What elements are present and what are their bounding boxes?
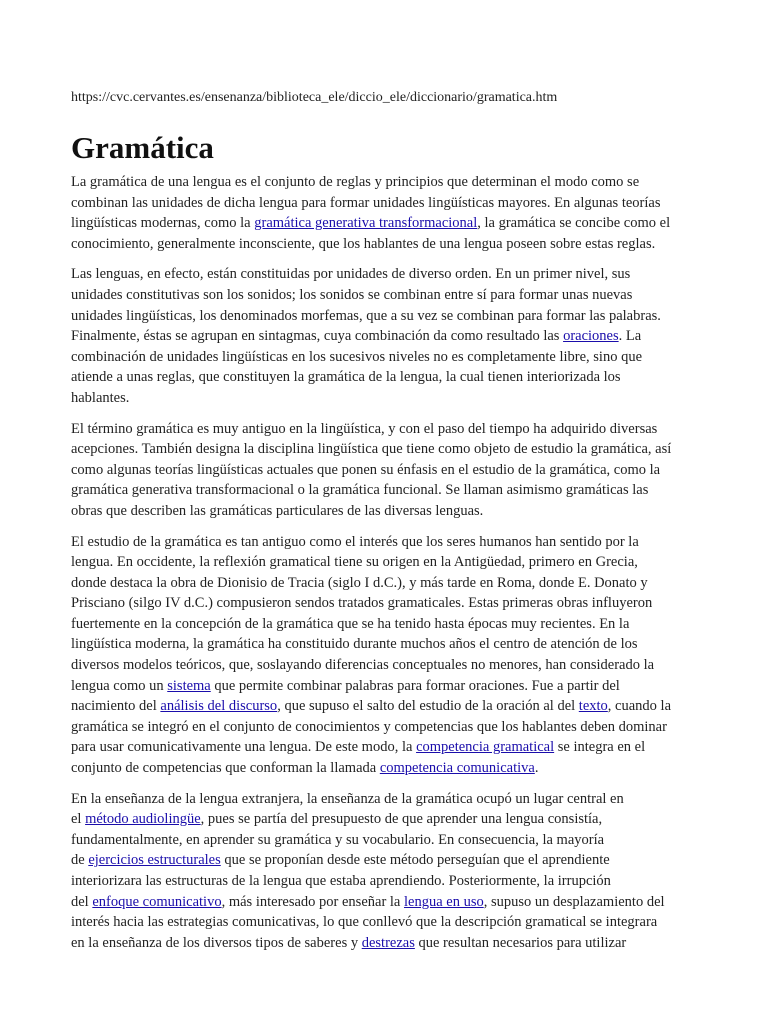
text-line <box>71 696 701 717</box>
text-segment: el <box>71 811 86 828</box>
text-segment: donde destaca la obra de Dionisio de Tracia (siglo I d.C.), y más tarde en Roma, donde E. Donato y <box>71 574 648 591</box>
text-segment: obras que describen las gramáticas particulares de las diversas lenguas. <box>71 502 484 519</box>
text-line <box>71 213 701 234</box>
inline-link[interactable]: oraciones <box>563 328 619 345</box>
text-line <box>71 388 701 409</box>
text-segment: interés hacia las estrategias comunicativas, lo que conllevó que la descripción gramatical se integrara <box>71 914 658 931</box>
text-segment: interiorizara las estructuras de la lengua que estaba aprendiendo. Posteriormente, la irrupción <box>71 873 611 889</box>
text-segment: del <box>71 893 93 910</box>
text-line <box>71 614 701 635</box>
text-segment: lingüística moderna, la gramática ha constituido durante muchos años el centro de atención de los <box>71 636 638 653</box>
inline-link[interactable]: método audiolingüe <box>85 811 201 828</box>
text-segment: , supuso un desplazamiento del <box>483 893 665 910</box>
text-line <box>71 758 701 779</box>
text-segment: , la gramática se concibe como el <box>477 215 671 232</box>
text-line <box>71 480 701 501</box>
text-segment: , que supuso el salto del estudio de la oración al del <box>277 698 579 715</box>
text-segment: se integra en el <box>554 739 646 756</box>
inline-link[interactable]: gramática generativa transformacional <box>254 215 478 232</box>
text-line <box>71 655 701 676</box>
text-segment: El estudio de la gramática es tan antiguo como el interés que los seres humanos han sentido por la <box>71 533 639 550</box>
text-segment: fundamentalmente, en aprender su gramática y su vocabulario. En consecuencia, la mayoría <box>71 831 605 848</box>
text-segment: , más interesado por enseñar la <box>221 893 404 910</box>
text-line <box>71 347 701 368</box>
text-segment: para usar comunicativamente una lengua. De este modo, la <box>71 739 417 756</box>
text-line <box>71 306 701 327</box>
text-segment: gramática generativa transformacional o la gramática funcional. Se llaman asimismo gramáticas las <box>71 482 649 499</box>
text-line <box>71 326 701 347</box>
text-line <box>71 419 701 440</box>
text-segment: , pues se partía del presupuesto de que aprender una lengua consistía, <box>200 811 603 828</box>
source-url: https://cvc.cervantes.es/ensenanza/biblioteca_ele/diccio_ele/diccionario/gramatica.htm <box>71 90 558 105</box>
text-line <box>71 717 701 738</box>
document-page <box>71 88 701 963</box>
text-segment: como algunas teorías lingüísticas actuales que ponen su énfasis en el estudio de la gramática, como la <box>71 461 661 478</box>
text-line <box>71 933 701 954</box>
text-segment: unidades lingüísticas, los denominados morfemas, que a su vez se combinan para formar las palabras. <box>71 307 661 324</box>
text-line <box>71 532 701 553</box>
text-line <box>71 234 701 255</box>
text-line <box>71 871 701 892</box>
inline-link[interactable]: competencia comunicativa <box>379 760 535 777</box>
text-line <box>71 634 701 655</box>
inline-link[interactable]: texto <box>578 698 608 715</box>
text-segment: lengua. En occidente, la reflexión gramatical tiene su origen en la Antigüedad, primero en Grecia, <box>71 554 638 571</box>
inline-link[interactable]: sistema <box>167 677 211 694</box>
text-segment: conjunto de competencias que conforman la llamada <box>71 760 380 777</box>
inline-link[interactable]: ejercicios estructurales <box>88 852 221 869</box>
text-line <box>71 367 701 388</box>
paragraph <box>71 532 701 779</box>
page-title: Gramática <box>71 130 214 165</box>
text-line <box>71 573 701 594</box>
text-line <box>71 264 701 285</box>
text-segment: conocimiento, generalmente inconsciente, que los hablantes de una lengua poseen sobre estas reglas. <box>71 235 656 252</box>
paragraph <box>71 419 701 522</box>
text-line <box>71 789 701 810</box>
text-segment: unidades constitutivas son los sonidos; los sonidos se combinan entre sí para formar unas nuevas <box>71 286 633 303</box>
text-line <box>71 809 701 830</box>
text-segment: . <box>534 760 539 777</box>
text-segment: Las lenguas, en efecto, están constituidas por unidades de diverso orden. En un primer nivel, sus <box>71 266 631 283</box>
text-line <box>71 460 701 481</box>
inline-link[interactable]: competencia gramatical <box>416 739 555 756</box>
paragraph <box>71 789 701 954</box>
text-segment: lengua como un <box>71 677 168 694</box>
paragraph <box>71 264 701 408</box>
text-segment: , cuando la <box>607 698 672 715</box>
text-line <box>71 676 701 697</box>
text-segment: Prisciano (silgo IV d.C.) compusieron sendos tratados gramaticales. Estas primeras obras influyeron <box>71 595 653 612</box>
text-segment: lingüísticas modernas, como la <box>71 215 255 232</box>
text-line <box>71 439 701 460</box>
inline-link[interactable]: destrezas <box>361 934 415 951</box>
inline-link[interactable]: lengua en uso <box>403 893 484 910</box>
text-line <box>71 737 701 758</box>
text-segment: hablantes. <box>71 389 130 406</box>
text-line <box>71 172 701 193</box>
text-line <box>71 501 701 522</box>
text-line <box>71 892 701 913</box>
text-segment: que permite combinar palabras para formar oraciones. Fue a partir del <box>210 677 620 694</box>
text-segment: acepciones. También designa la disciplina lingüística que tiene como objeto de estudio la gramática, así <box>71 441 672 458</box>
text-segment: diversos modelos teóricos, que, soslayando diferencias conceptuales no menores, han considerado la <box>71 657 655 674</box>
text-segment: Finalmente, éstas se agrupan en sintagmas, cuya combinación da como resultado las <box>71 328 564 345</box>
text-segment: atiende a unas reglas, que constituyen la gramática de la lengua, la cual tienen interiorizada los <box>71 369 621 386</box>
text-line <box>71 552 701 573</box>
text-segment: de <box>71 852 89 869</box>
text-segment: que se proponían desde este método perseguían que el aprendiente <box>220 852 610 869</box>
text-line <box>71 285 701 306</box>
text-line <box>71 193 701 214</box>
inline-link[interactable]: enfoque comunicativo <box>92 893 222 910</box>
text-segment: En la enseñanza de la lengua extranjera, la enseñanza de la gramática ocupó un lugar central en <box>71 790 624 807</box>
text-segment: que resultan necesarios para utilizar <box>414 934 627 951</box>
article-body <box>71 172 701 953</box>
text-segment: La gramática de una lengua es el conjunto de reglas y principios que determinan el modo como se <box>71 174 640 190</box>
text-line <box>71 912 701 933</box>
text-segment: gramática se integró en el conjunto de conocimientos y competencias que los hablantes deben dominar <box>71 718 667 735</box>
text-segment: combinan las unidades de dicha lengua para formar unidades lingüísticas mayores. En algunas teorías <box>71 194 661 211</box>
text-segment: . La <box>618 328 642 345</box>
text-line <box>71 830 701 851</box>
text-line <box>71 593 701 614</box>
text-segment: en la enseñanza de los diversos tipos de saberes y <box>71 934 362 951</box>
text-segment: combinación de unidades lingüísticas en los sucesivos niveles no es completamente libre, sino que <box>71 348 643 365</box>
inline-link[interactable]: análisis del discurso <box>160 698 278 715</box>
text-line <box>71 850 701 871</box>
text-segment: fuertemente en la concepción de la gramática que se ha tenido hasta épocas muy recientes. En la <box>71 615 630 632</box>
text-segment: El término gramática es muy antiguo en la lingüística, y con el paso del tiempo ha adquirido diversas <box>71 420 658 437</box>
paragraph <box>71 172 701 254</box>
text-segment: nacimiento del <box>71 698 161 715</box>
